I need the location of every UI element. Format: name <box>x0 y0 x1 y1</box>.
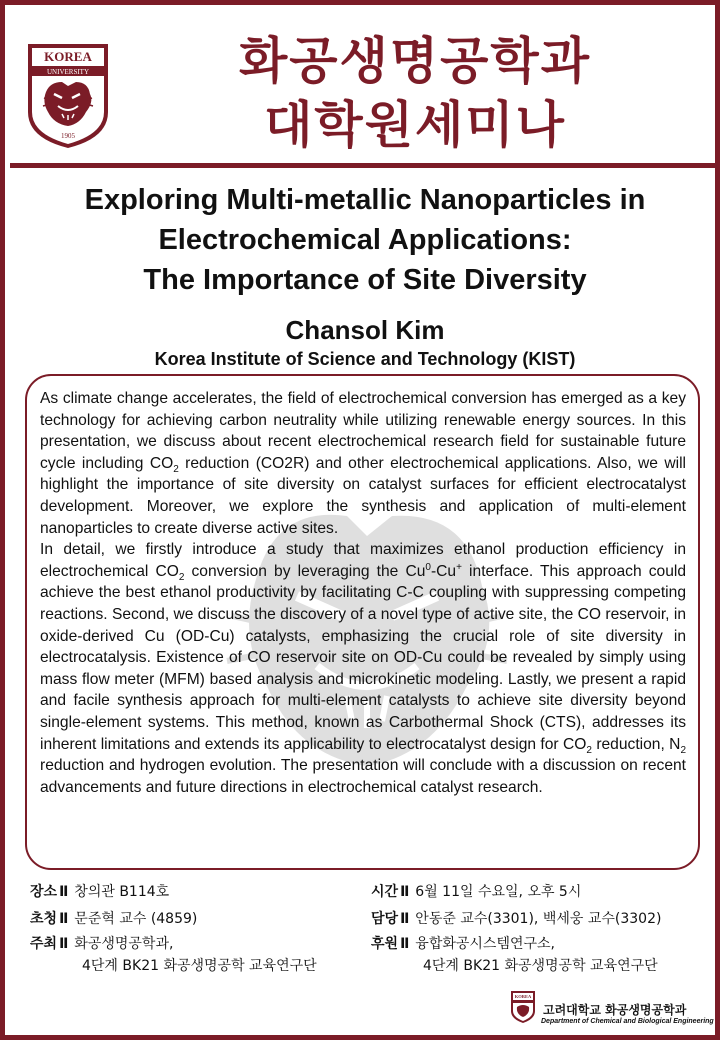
info-charge: 담당 Ⅱ 안동준 교수(3301), 백세웅 교수(3302) <box>371 911 662 927</box>
poster-header <box>10 10 720 168</box>
talk-title-line: Electrochemical Applications: <box>158 224 572 256</box>
svg-text:KOREA: KOREA <box>514 994 532 999</box>
info-place: 장소 Ⅱ 창의관 B114호 <box>30 884 170 900</box>
abstract-paragraph: As climate change accelerates, the field of electrochemical conversion has emerged as a key technology for achieving carbon neutrality while utilizing renewable energy sources. In this presentation, we discuss about recent electrochemical research field for sustainable future cycle including $CO_2$ reduction (CO2R) and other electrochemical applications. Also, we will highlight the importance of site diversity on catalyst surfaces for efficient electrocatalyst development. Moreover, we explore the synthesis and application of multi-element nanoparticles to create diverse active sites. <box>40 390 687 537</box>
svg-text:KOREA: KOREA <box>44 49 92 64</box>
footer-department-english: Department of Chemical and Biological Engineering <box>541 1018 714 1025</box>
abstract-paragraph: In detail, we firstly introduce a study that maximizes ethanol production efficiency in electrochemical $CO_2$ conversion by leveraging the Cu$^0$-Cu+ interface. This approach could achieve the best ethanol productivity by facilitating C-C coupling with suppressing competing reactions. Second, we discuss the discovery of a novel type of active site, the CO reservoir, in oxide-derived Cu (OD-Cu) catalysts, emphasizing the crucial role of site diversity in electrocatalysis. Existence of CO reservoir site on OD-Cu could be revealed by simply using mass flow meter (MFM) based analysis and microkinetic modeling. Lastly, we present a rapid and facile synthesis approach for multi-element catalysts to achieve site diversity beyond single-element systems. This method, known as Carbothermal Shock (CTS), addresses its inherent limitations and extends its applicability to electrocatalyst design for $CO_2$ reduction, $N_2$ reduction and hydrogen evolution. The presentation will conclude with a discussion on recent advancements and future directions in electrochemical catalyst research. <box>40 541 687 796</box>
svg-text:1905: 1905 <box>61 132 75 140</box>
abstract-box <box>25 374 700 870</box>
info-host: 주최 Ⅱ 화공생명공학과, 4단계 BK21 화공생명공학 교육연구단 <box>30 936 317 974</box>
talk-title <box>15 180 715 300</box>
department-title: 화공생명공학과 <box>238 32 592 90</box>
talk-title-line: Exploring Multi-metallic Nanoparticles in <box>84 184 646 216</box>
speaker-name: Chansol Kim <box>285 315 445 345</box>
speaker-affiliation: Korea Institute of Science and Technology (KIST) <box>154 349 576 369</box>
seminar-title: 대학원세미나 <box>264 96 566 154</box>
footer-crest-logo <box>510 990 536 1024</box>
footer-department-korean: 고려대학교 화공생명공학과 <box>543 1003 687 1017</box>
korea-university-crest-logo <box>24 40 112 152</box>
talk-title-line: The Importance of Site Diversity <box>143 264 587 296</box>
svg-text:UNIVERSITY: UNIVERSITY <box>47 68 89 76</box>
info-time: 시간 Ⅱ 6월 11일 수요일, 오후 5시 <box>371 884 582 900</box>
info-invite: 초청 Ⅱ 문준혁 교수 (4859) <box>30 911 198 927</box>
abstract-text <box>40 388 686 798</box>
info-sponsor: 후원 Ⅱ 융합화공시스템연구소, 4단계 BK21 화공생명공학 교육연구단 <box>371 936 658 974</box>
